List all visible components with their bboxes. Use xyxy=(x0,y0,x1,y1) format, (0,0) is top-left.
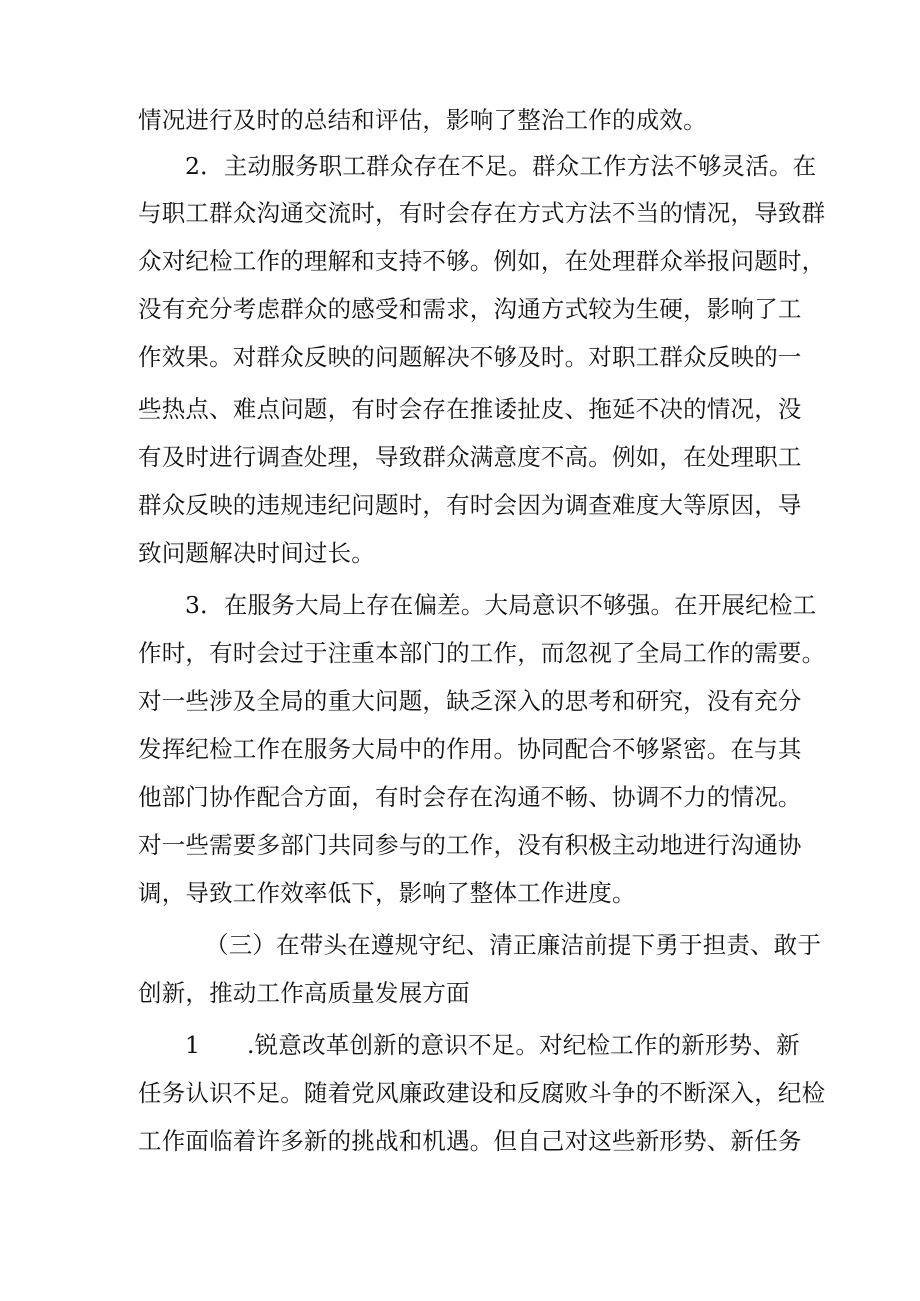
paragraph-line: 任务认识不足。随着党风廉政建设和反腐败斗争的不断深入，纪检 xyxy=(138,1079,826,1107)
paragraph-line: 情况进行及时的总结和评估，影响了整治工作的成效。 xyxy=(138,106,707,134)
paragraph-line: 群众反映的违规违纪问题时，有时会因为调查难度大等原因，导 xyxy=(138,491,802,519)
paragraph-line: 作效果。对群众反映的问题解决不够及时。对职工群众反映的一 xyxy=(138,343,802,371)
paragraph-line: 作时，有时会过于注重本部门的工作，而忽视了全局工作的需要。 xyxy=(138,639,826,667)
paragraph-line: 2．主动服务职工群众存在不足。群众工作方法不够灵活。在 xyxy=(185,152,817,180)
section-heading-line: （三）在带头在遵规守纪、清正廉洁前提下勇于担责、敢于 xyxy=(205,931,822,959)
paragraph-line: 对一些需要多部门共同参与的工作，没有积极主动地进行沟通协 xyxy=(138,831,802,859)
paragraph-line xyxy=(185,1029,845,1061)
paragraph-line: 工作面临着许多新的挑战和机遇。但自己对这些新形势、新任务 xyxy=(138,1127,802,1155)
paragraph-line: 对一些涉及全局的重大问题，缺乏深入的思考和研究，没有充分 xyxy=(138,687,802,715)
paragraph-line: 众对纪检工作的理解和支持不够。例如，在处理群众举报问题时， xyxy=(138,247,826,275)
paragraph-line: 调，导致工作效率低下，影响了整体工作进度。 xyxy=(138,879,636,907)
section-heading-line: 创新，推动工作高质量发展方面 xyxy=(138,979,470,1007)
item-text: .锐意改革创新的意识不足。对纪检工作的新形势、新 xyxy=(247,1031,800,1059)
item-number: 1 xyxy=(185,1031,201,1059)
paragraph-line: 些热点、难点问题，有时会存在推诿扯皮、拖延不决的情况，没 xyxy=(138,395,802,423)
paragraph-line: 发挥纪检工作在服务大局中的作用。协同配合不够紧密。在与其 xyxy=(138,735,802,763)
paragraph-line: 致问题解决时间过长。 xyxy=(138,539,375,567)
paragraph-line: 有及时进行调查处理，导致群众满意度不高。例如，在处理职工 xyxy=(138,443,802,471)
paragraph-line: 没有充分考虑群众的感受和需求，沟通方式较为生硬，影响了工 xyxy=(138,295,802,323)
paragraph-line: 3．在服务大局上存在偏差。大局意识不够强。在开展纪检工 xyxy=(185,591,817,619)
paragraph-line: 他部门协作配合方面，有时会存在沟通不畅、协调不力的情况。 xyxy=(138,783,802,811)
paragraph-line: 与职工群众沟通交流时，有时会存在方式方法不当的情况，导致群 xyxy=(138,199,826,227)
